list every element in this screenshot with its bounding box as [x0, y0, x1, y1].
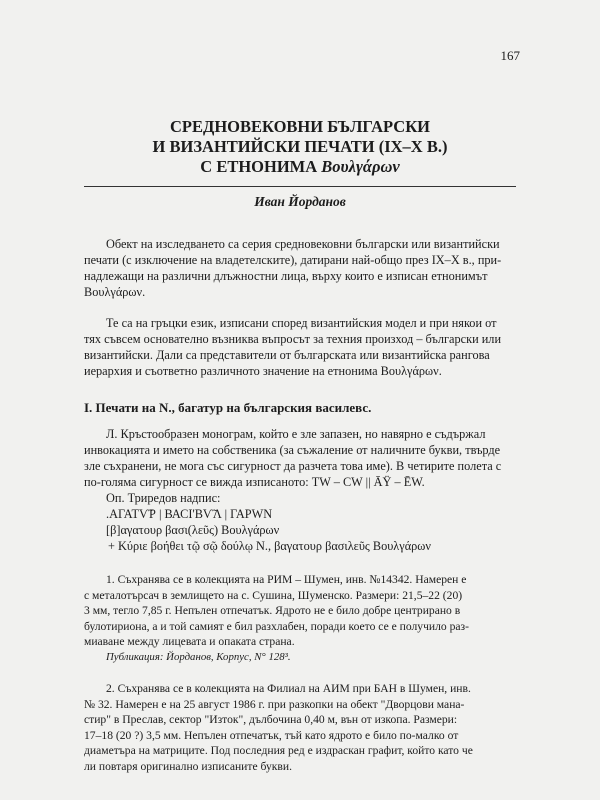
text-line: по-голяма сигурност се вижда изписаното: TW – CW || ĀŸ – ĒW.: [84, 475, 425, 489]
seal-description: [84, 426, 516, 554]
text-line: 17–18 (20 ?) 3,5 мм. Непълен отпечатък, тъй като ядрото е било по-малко от: [84, 728, 459, 742]
catalogue-entry-1: [84, 572, 516, 665]
text-line: 3 мм, тегло 7,85 г. Непълен отпечатък. Ядрото не е било добре центрирано в: [84, 604, 461, 617]
text-line: диаметъра на матриците. Под последния ред е издраскан графит, който като че: [84, 744, 473, 757]
title-line-1: СРЕДНОВЕКОВНИ БЪЛГАРСКИ: [169, 117, 431, 136]
text-line: иерархия и съответно различното значение на етнонима Βουλγάρων.: [84, 364, 442, 378]
author-name: Иван Йорданов: [254, 194, 346, 209]
text-line: с металотърсач в землището на с. Сушина, Шуменско. Размери: 21,5–22 (20): [84, 588, 463, 602]
reverse-label: Оп. Триредов надпис:: [106, 491, 221, 505]
page-number: 167: [500, 48, 520, 63]
text-line: византийски. Дали са представители от българската или византийска рангова: [84, 348, 490, 362]
text-line: Обект на изследването са серия средновековни български или византийски: [106, 237, 500, 251]
text-line: надлежащи на различни длъжностни лица, върху които е изписан етнонимът: [84, 269, 488, 283]
section-heading: I. Печати на N., багатур на българския василевс.: [84, 400, 372, 415]
title-line-3-prefix: С ЕТНОНИМА: [200, 157, 322, 176]
inscription-line: [β]αγατουρ βασι(λεῦς) Βουλγάρων: [106, 523, 280, 537]
text-line: печати (с изключение на владетелските), датирани най-общо през IX–X в., при-: [84, 253, 502, 267]
text-line: инвокацията и името на собственика (за съжаление от наличните букви, твърде: [84, 443, 501, 457]
inscription-line: + Κύριε βοήθει τῷ σῷ δούλῳ Ν., βαγατουρ βασιλεῦς Βουλγάρων: [108, 539, 431, 553]
inscription-line: .АГАТѴ̃Р | ВАСІ'ВѴ̃Λ | ГАРWN: [106, 507, 273, 521]
text-line: № 32. Намерен е на 25 август 1986 г. при разкопки на обект "Дворцови мана-: [84, 697, 465, 711]
text-line: Βουλγάρων.: [84, 285, 146, 299]
text-line: 1. Съхранява се в колекцията на РИМ – Шумен, инв. №14342. Намерен е: [106, 573, 467, 586]
text-line: стир" в Преслав, сектор "Изток", дълбочина 0,40 м, вън от изкопа. Размери:: [84, 713, 458, 726]
intro-paragraph-1: [84, 236, 516, 300]
title-divider: [84, 186, 516, 187]
title-line-2: И ВИЗАНТИЙСКИ ПЕЧАТИ (IX–X В.): [152, 137, 448, 156]
text-line: Те са на гръцки език, изписани според византийския модел и при някои от: [106, 316, 497, 330]
text-line: 2. Съхранява се в колекцията на Филиал на АИМ при БАН в Шумен, инв.: [106, 682, 471, 695]
text-line: ли повтаря оригинално изписаните букви.: [84, 759, 292, 773]
text-line: булотириона, а и той самият е бил разхлабен, поради което се е получило раз-: [84, 619, 469, 633]
text-line: тях съвсем основателно възниква въпросът за техния произход – български или: [84, 332, 502, 346]
article-title: [0, 117, 600, 177]
publication-reference: Публикация: Йорданов, Корпус, N° 128³.: [106, 650, 291, 663]
text-line: Л. Кръстообразен монограм, който е зле запазен, но навярно е съдържал: [106, 427, 486, 441]
title-line-3: [0, 157, 600, 177]
title-greek-ethnonym: Βουλγάρων: [321, 157, 400, 176]
intro-paragraph-2: [84, 315, 516, 379]
catalogue-entry-2: [84, 681, 516, 774]
text-line: зле съхранени, не мога със сигурност да разчета това име). В четирите полета с: [84, 459, 502, 473]
text-line: миаване между лицевата и опаката страна.: [84, 635, 295, 648]
